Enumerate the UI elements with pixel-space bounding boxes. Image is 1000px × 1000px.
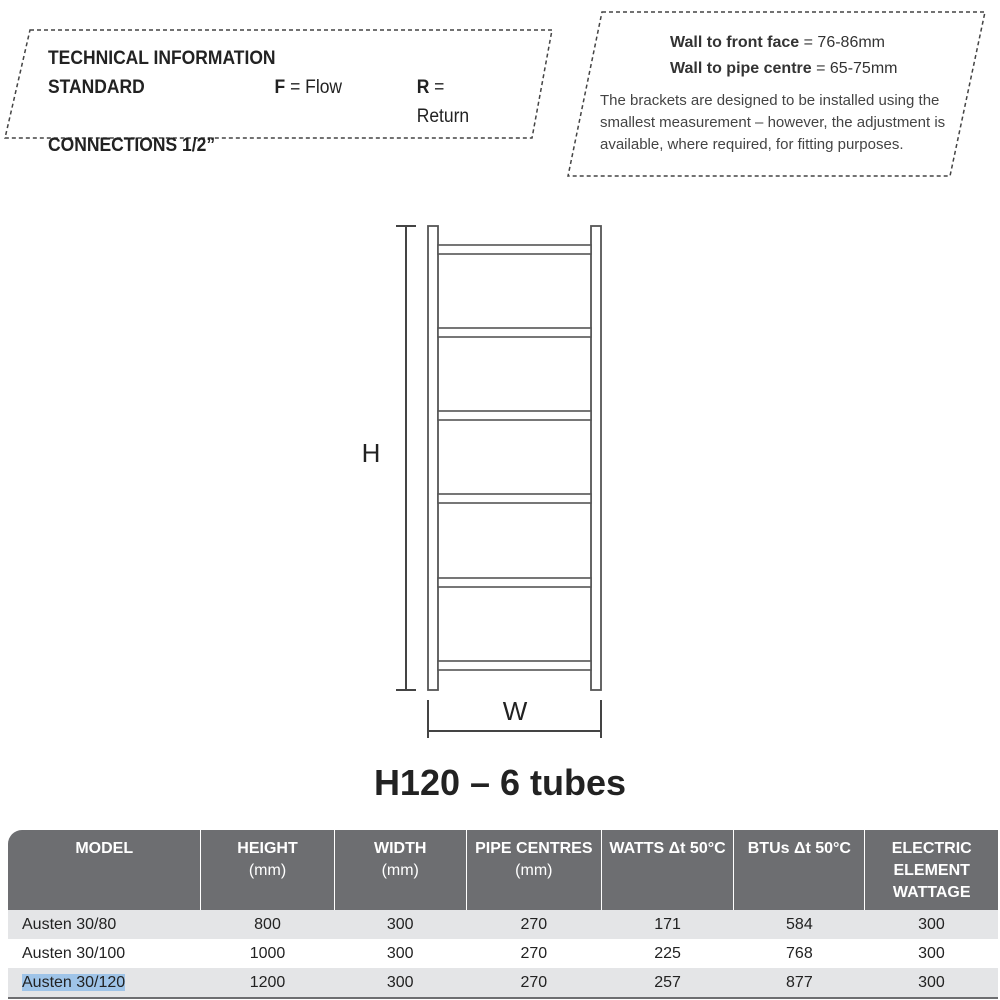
bracket-note: The brackets are designed to be installed using the smallest measurement – however, the adjustment is available, where required, for fitting purposes.: [600, 92, 946, 153]
flow-key: F: [274, 77, 286, 98]
cell-height: 1200: [201, 968, 334, 998]
header-pipe-centres: PIPE CENTRES (mm): [466, 830, 601, 910]
cell-pipe-centres: 270: [466, 910, 601, 939]
tube: [438, 578, 591, 587]
left-rail: [428, 226, 438, 690]
cell-model: Austen 30/100: [8, 939, 201, 968]
return-text: = Return: [416, 77, 470, 127]
header-electric-element: ELECTRIC ELEMENT WATTAGE: [865, 830, 998, 910]
pipe-centre-value: = 65-75mm: [816, 60, 898, 77]
return-key: R: [416, 77, 430, 98]
cell-electric-wattage: 300: [865, 968, 998, 998]
cell-width: 300: [334, 968, 466, 998]
technical-info-title: TECHNICAL INFORMATION: [48, 48, 276, 69]
tube: [438, 494, 591, 503]
header-height: HEIGHT (mm): [201, 830, 334, 910]
header-btus: BTUs Δt 50°C: [734, 830, 865, 910]
cell-height: 800: [201, 910, 334, 939]
standard-label: STANDARD: [48, 77, 145, 98]
table-row: [8, 968, 998, 998]
header-model: MODEL: [8, 830, 201, 910]
cell-electric-wattage: 300: [865, 910, 998, 939]
cell-watts: 171: [601, 910, 734, 939]
cell-pipe-centres: 270: [466, 939, 601, 968]
table-row: [8, 910, 998, 939]
header-width: WIDTH (mm): [334, 830, 466, 910]
cell-width: 300: [334, 939, 466, 968]
flow-text: = Flow: [290, 77, 343, 98]
connections-label: CONNECTIONS 1/2”: [48, 135, 216, 156]
cell-height: 1000: [201, 939, 334, 968]
width-label: W: [502, 696, 528, 726]
right-rail: [591, 226, 601, 690]
tube: [438, 245, 591, 254]
pipe-centre-label: Wall to pipe centre: [670, 60, 812, 77]
cell-btus: 768: [734, 939, 865, 968]
cell-btus: 877: [734, 968, 865, 998]
tube: [438, 661, 591, 670]
front-face-value: = 76-86mm: [803, 34, 886, 51]
height-label: H: [361, 438, 381, 468]
spec-table: [8, 830, 998, 999]
front-face-label: Wall to front face: [670, 34, 800, 51]
cell-electric-wattage: 300: [865, 939, 998, 968]
tubes: [438, 245, 591, 670]
selected-text[interactable]: Austen 30/120: [22, 973, 126, 991]
cell-width: 300: [334, 910, 466, 939]
cell-watts: 257: [601, 968, 734, 998]
header-watts: WATTS Δt 50°C: [601, 830, 734, 910]
cell-pipe-centres: 270: [466, 968, 601, 998]
table-row: [8, 939, 998, 968]
table-header-row: [8, 830, 998, 910]
tube: [438, 411, 591, 420]
cell-btus: 584: [734, 910, 865, 939]
cell-watts: 225: [601, 939, 734, 968]
cell-model: Austen 30/80: [8, 910, 201, 939]
tube: [438, 328, 591, 337]
product-title: H120 – 6 tubes: [373, 762, 627, 803]
cell-model[interactable]: [8, 968, 201, 998]
